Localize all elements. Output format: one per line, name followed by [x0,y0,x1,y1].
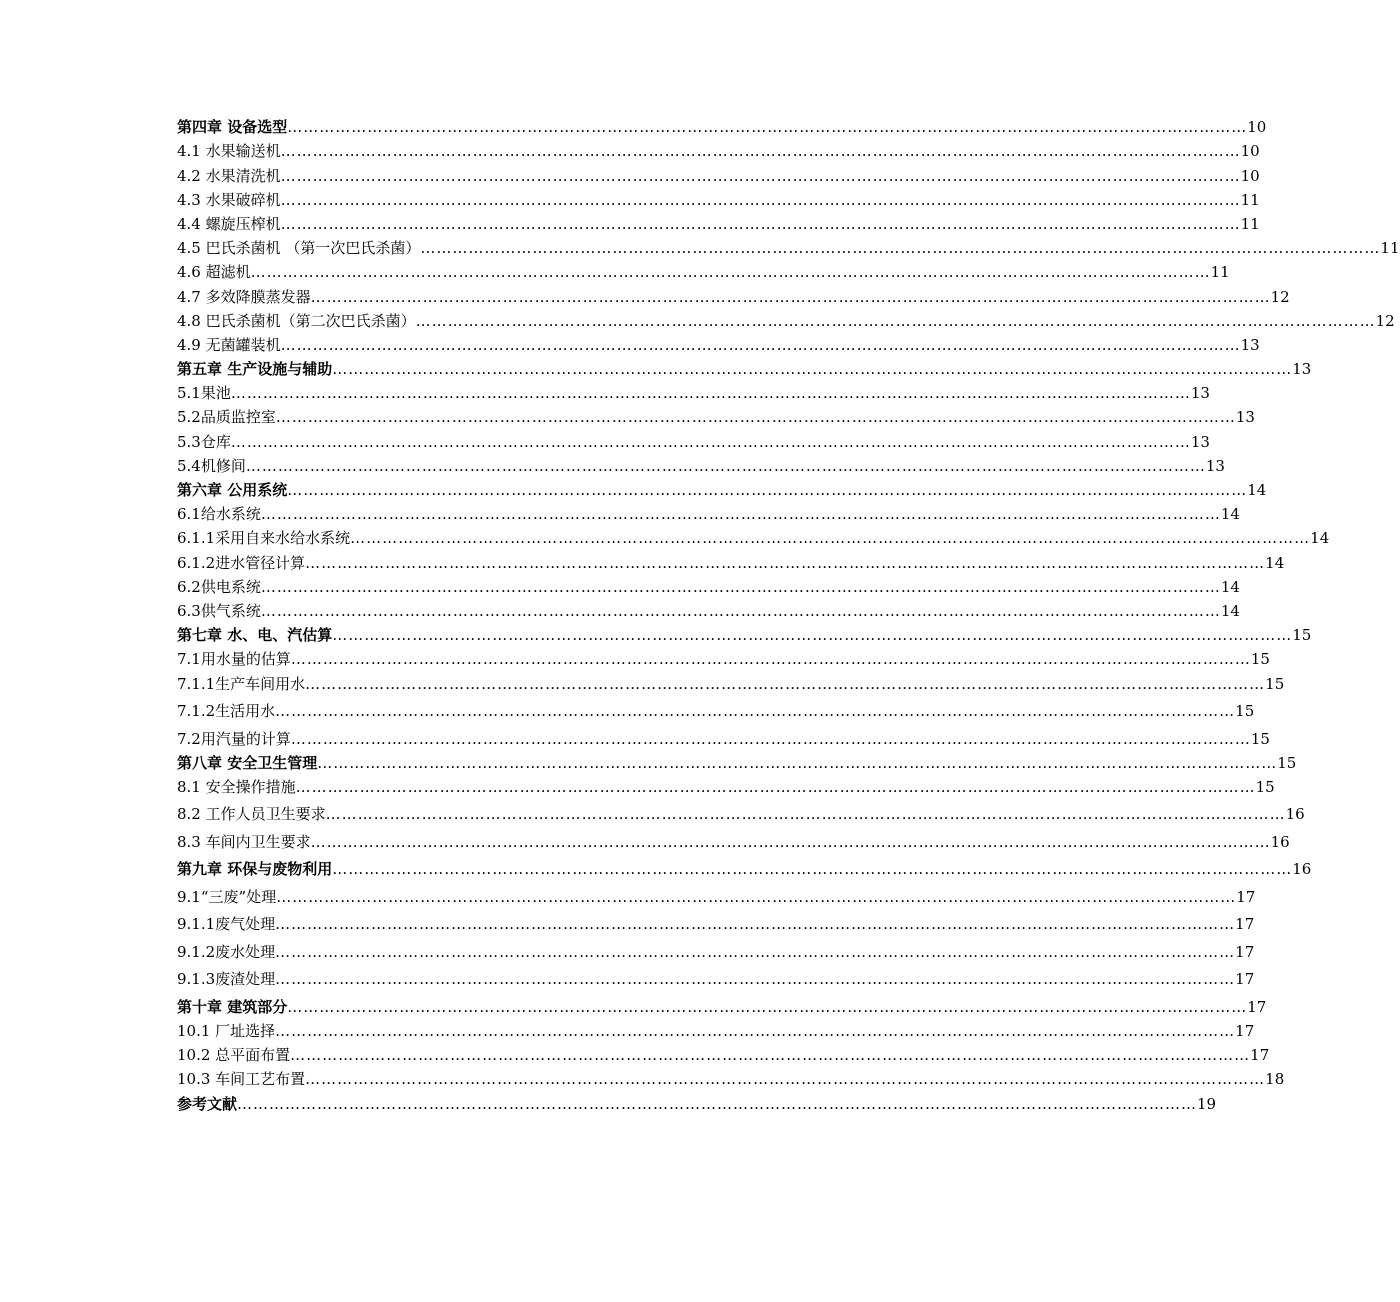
toc-section-entry[interactable] [177,796,1305,824]
toc-dot-leader: ……………………………………………………………………………………………………………………………………………………………… [280,190,1241,209]
toc-section-entry[interactable] [177,136,1260,161]
toc-entry-title: 参考文献 [177,1094,238,1113]
toc-page-number: 17 [1250,1046,1270,1065]
toc-section-entry[interactable] [177,1064,1285,1089]
toc-dot-leader: ……………………………………………………………………………………………………………………………………………………………… [275,408,1236,427]
toc-entry-title: 第四章 设备选型 [177,118,288,137]
toc-page-number: 13 [1190,432,1210,451]
toc-dot-leader: ……………………………………………………………………………………………………………………………………………………………… [275,942,1236,961]
toc-section-entry[interactable] [177,209,1260,233]
toc-page-number: 13 [1205,456,1225,475]
toc-section-entry[interactable] [177,233,1400,258]
toc-dot-leader: ……………………………………………………………………………………………………………………………………………………………… [275,702,1236,720]
toc-dot-leader: ……………………………………………………………………………………………………………………………………………………………… [237,1094,1198,1113]
toc-section-entry[interactable] [177,720,1270,748]
toc-chapter-entry[interactable] [177,851,1312,879]
toc-dot-leader: ……………………………………………………………………………………………………………………………………………………………… [280,142,1241,161]
toc-section-entry[interactable] [177,402,1255,427]
toc-entry-title: 6.1给水系统 [177,505,261,524]
toc-section-entry[interactable] [177,330,1260,354]
toc-page-number: 17 [1235,1022,1255,1041]
toc-chapter-entry[interactable] [177,475,1267,499]
toc-page-number: 13 [1190,384,1210,403]
toc-dot-leader: ……………………………………………………………………………………………………………………………………………………………… [230,432,1191,451]
toc-entry-title: 5.4机修间 [177,456,246,475]
toc-section-entry[interactable] [177,281,1290,306]
toc-section-entry[interactable] [177,933,1255,961]
toc-section-entry[interactable] [177,185,1260,209]
toc-entry-title: 6.3供气系统 [177,601,261,620]
toc-dot-leader: ……………………………………………………………………………………………………………………………………………………………… [280,335,1241,354]
toc-page-number: 14 [1220,577,1240,596]
toc-section-entry[interactable] [177,499,1240,524]
toc-entry-title: 10.1 厂址选择 [177,1022,276,1041]
toc-entry-title: 第十章 建筑部分 [177,997,288,1016]
toc-entry-title: 6.2供电系统 [177,577,261,596]
toc-page-number: 13 [1235,408,1255,427]
toc-page-number: 15 [1235,702,1255,720]
toc-page-number: 15 [1292,626,1312,645]
toc-section-entry[interactable] [177,906,1255,934]
toc-entry-title: 4.5 巴氏杀菌机 （第一次巴氏杀菌） [177,239,421,258]
toc-dot-leader: ……………………………………………………………………………………………………………………………………………………………… [325,805,1286,824]
toc-entry-title: 9.1.2废水处理 [177,942,276,961]
toc-page-number: 13 [1292,360,1312,379]
toc-dot-leader: ……………………………………………………………………………………………………………………………………………………………… [230,384,1191,403]
toc-entry-title: 9.1“三废”处理 [177,887,277,906]
toc-entry-title: 5.3仓库 [177,432,231,451]
toc-dot-leader: ……………………………………………………………………………………………………………………………………………………………… [295,777,1256,796]
toc-entry-title: 第五章 生产设施与辅助 [177,360,333,379]
toc-entry-title: 4.9 无菌罐装机 [177,335,281,354]
toc-dot-leader: ……………………………………………………………………………………………………………………………………………………………… [305,674,1266,693]
toc-entry-title: 9.1.3废渣处理 [177,970,276,989]
toc-dot-leader: ……………………………………………………………………………………………………………………………………………………………… [332,626,1293,645]
toc-page-number: 17 [1247,997,1267,1016]
table-of-contents [177,112,1400,1113]
toc-dot-leader: ……………………………………………………………………………………………………………………………………………………………… [275,915,1236,934]
toc-page-number: 15 [1265,674,1285,693]
toc-page-number: 14 [1265,553,1285,572]
toc-section-entry[interactable] [177,644,1270,669]
toc-page-number: 13 [1240,335,1260,354]
toc-dot-leader: ……………………………………………………………………………………………………………………………………………………………… [260,601,1221,620]
toc-entry-title: 6.1.2进水管径计算 [177,553,306,572]
toc-section-entry[interactable] [177,772,1275,796]
toc-entry-title: 8.2 工作人员卫生要求 [177,805,326,824]
toc-entry-title: 4.8 巴氏杀菌机（第二次巴氏杀菌） [177,311,416,330]
toc-chapter-entry[interactable] [177,112,1267,137]
toc-entry-title: 9.1.1废气处理 [177,915,276,934]
toc-page-number: 16 [1285,805,1305,824]
toc-page-number: 17 [1235,942,1255,961]
toc-entry-title: 4.4 螺旋压榨机 [177,214,281,233]
toc-page-number: 16 [1270,832,1290,851]
toc-dot-leader: ……………………………………………………………………………………………………………………………………………………………… [250,263,1211,282]
toc-entry-title: 7.1.1生产车间用水 [177,674,306,693]
toc-entry-title: 第七章 水、电、汽估算 [177,626,333,645]
toc-dot-leader: ……………………………………………………………………………………………………………………………………………………………… [310,287,1271,306]
toc-section-entry[interactable] [177,426,1210,451]
toc-entry-title: 7.2用汽量的计算 [177,729,291,748]
toc-chapter-entry[interactable] [177,748,1297,772]
toc-dot-leader: ……………………………………………………………………………………………………………………………………………………………… [275,1022,1236,1041]
toc-section-entry[interactable] [177,547,1285,572]
toc-dot-leader: ……………………………………………………………………………………………………………………………………………………………… [332,860,1293,879]
toc-section-entry[interactable] [177,878,1256,906]
toc-entry-title: 8.3 车间内卫生要求 [177,832,311,851]
toc-dot-leader: ……………………………………………………………………………………………………………………………………………………………… [280,166,1241,185]
toc-section-entry[interactable] [177,1040,1270,1065]
toc-page-number: 10 [1240,166,1260,185]
toc-entry-title: 10.3 车间工艺布置 [177,1070,306,1089]
toc-page-number: 10 [1247,118,1267,137]
toc-dot-leader: ……………………………………………………………………………………………………………………………………………………………… [287,481,1248,499]
toc-section-entry[interactable] [177,451,1225,475]
toc-chapter-entry[interactable] [177,620,1312,645]
toc-page-number: 18 [1265,1070,1285,1089]
toc-entry-title: 6.1.1采用自来水给水系统 [177,529,351,548]
toc-page-number: 14 [1247,481,1267,499]
toc-dot-leader: ……………………………………………………………………………………………………………………………………………………………… [420,239,1381,258]
toc-page-number: 14 [1310,529,1330,548]
toc-dot-leader: ……………………………………………………………………………………………………………………………………………………………… [275,970,1236,989]
toc-page-number: 15 [1250,650,1270,669]
toc-entry-title: 5.2品质监控室 [177,408,276,427]
toc-entry-title: 8.1 安全操作措施 [177,777,296,796]
toc-dot-leader: ……………………………………………………………………………………………………………………………………………………………… [305,553,1266,572]
toc-page-number: 11 [1240,214,1260,233]
toc-page-number: 14 [1220,505,1240,524]
toc-entry-title: 4.2 水果清洗机 [177,166,281,185]
toc-page-number: 10 [1240,142,1260,161]
toc-dot-leader: ……………………………………………………………………………………………………………………………………………………………… [280,214,1241,233]
toc-page-number: 19 [1197,1094,1217,1113]
toc-section-entry[interactable] [177,693,1255,721]
toc-page-number: 17 [1236,887,1256,906]
toc-section-entry[interactable] [177,668,1285,693]
toc-dot-leader: ……………………………………………………………………………………………………………………………………………………………… [350,529,1311,548]
toc-page-number: 15 [1277,753,1297,772]
toc-section-entry[interactable] [177,961,1255,989]
toc-chapter-entry[interactable] [177,988,1267,1016]
toc-dot-leader: ……………………………………………………………………………………………………………………………………………………………… [245,456,1206,475]
toc-page-number: 15 [1255,777,1275,796]
toc-page-number: 12 [1270,287,1290,306]
toc-section-entry[interactable] [177,378,1210,403]
toc-entry-title: 4.7 多效降膜蒸发器 [177,287,311,306]
toc-page-number: 15 [1250,729,1270,748]
toc-chapter-entry[interactable] [177,1088,1217,1113]
toc-entry-title: 4.6 超滤机 [177,263,251,282]
toc-dot-leader: ……………………………………………………………………………………………………………………………………………………………… [276,887,1237,906]
toc-dot-leader: ……………………………………………………………………………………………………………………………………………………………… [287,118,1248,137]
toc-entry-title: 5.1果池 [177,384,231,403]
toc-entry-title: 第九章 环保与废物利用 [177,860,333,879]
toc-entry-title: 7.1.2生活用水 [177,702,276,720]
toc-entry-title: 7.1用水量的估算 [177,650,291,669]
toc-section-entry[interactable] [177,523,1330,548]
toc-dot-leader: ……………………………………………………………………………………………………………………………………………………………… [310,832,1271,851]
toc-page-number: 16 [1292,860,1312,879]
toc-dot-leader: ……………………………………………………………………………………………………………………………………………………………… [290,729,1251,748]
toc-section-entry[interactable] [177,596,1240,620]
toc-section-entry[interactable] [177,257,1230,282]
toc-page-number: 17 [1235,915,1255,934]
toc-dot-leader: ……………………………………………………………………………………………………………………………………………………………… [332,360,1293,379]
toc-entry-title: 10.2 总平面布置 [177,1046,291,1065]
toc-dot-leader: ……………………………………………………………………………………………………………………………………………………………… [317,753,1278,772]
toc-dot-leader: ……………………………………………………………………………………………………………………………………………………………… [260,577,1221,596]
toc-dot-leader: ……………………………………………………………………………………………………………………………………………………………… [415,311,1376,330]
toc-page-number: 12 [1375,311,1395,330]
toc-page-number: 17 [1235,970,1255,989]
toc-section-entry[interactable] [177,306,1395,330]
toc-page-number: 11 [1210,263,1230,282]
toc-entry-title: 第八章 安全卫生管理 [177,753,318,772]
toc-entry-title: 4.1 水果输送机 [177,142,281,161]
toc-dot-leader: ……………………………………………………………………………………………………………………………………………………………… [290,650,1251,669]
toc-page-number: 11 [1380,239,1400,258]
toc-dot-leader: ……………………………………………………………………………………………………………………………………………………………… [287,997,1248,1016]
toc-chapter-entry[interactable] [177,354,1312,379]
toc-section-entry[interactable] [177,1016,1255,1041]
toc-section-entry[interactable] [177,823,1290,851]
toc-dot-leader: ……………………………………………………………………………………………………………………………………………………………… [305,1070,1266,1089]
toc-section-entry[interactable] [177,572,1240,596]
toc-page-number: 14 [1220,601,1240,620]
toc-entry-title: 4.3 水果破碎机 [177,190,281,209]
toc-entry-title: 第六章 公用系统 [177,481,288,499]
toc-dot-leader: ……………………………………………………………………………………………………………………………………………………………… [290,1046,1251,1065]
toc-page-number: 11 [1240,190,1260,209]
toc-dot-leader: ……………………………………………………………………………………………………………………………………………………………… [260,505,1221,524]
toc-section-entry[interactable] [177,160,1260,185]
